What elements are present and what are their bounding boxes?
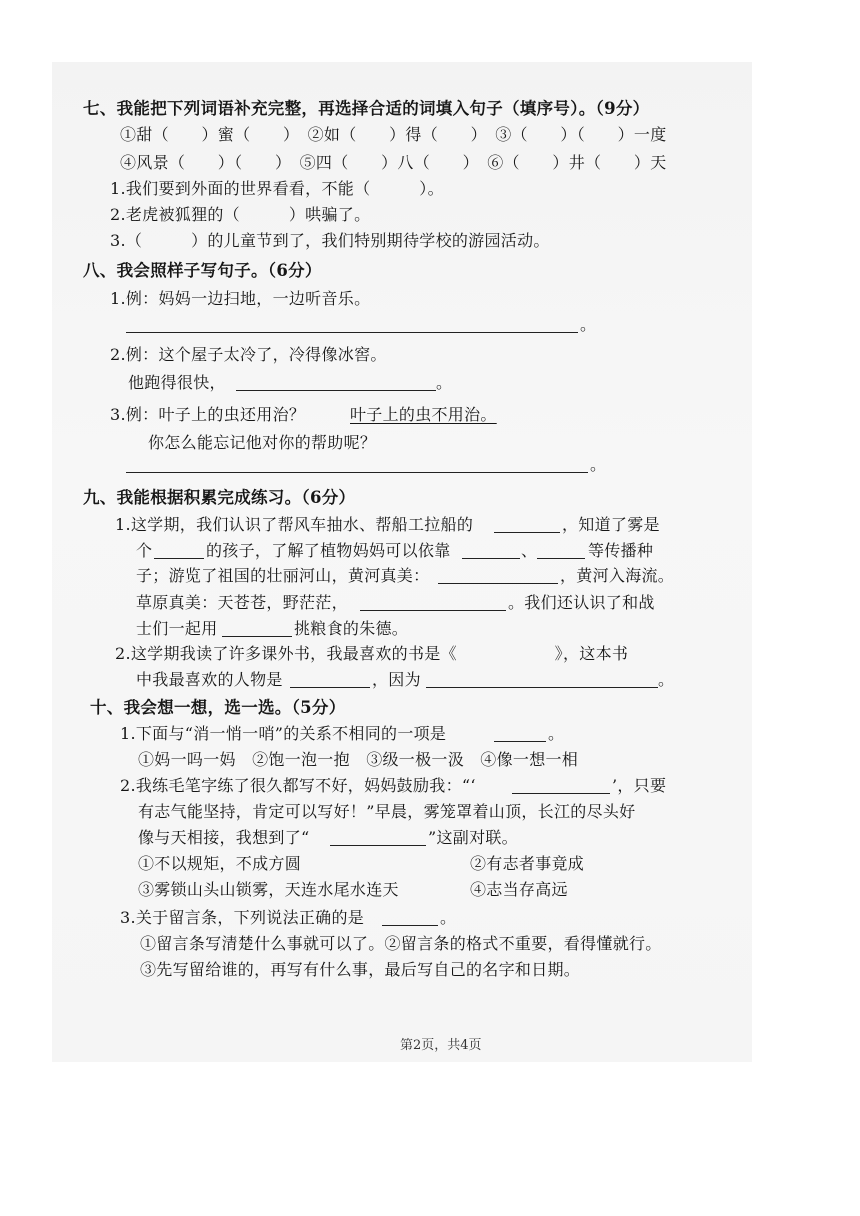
section-7-row-2: ④风景（ ）（ ） ⑤四（ ）八（ ） ⑥（ ）井（ ）天 — [120, 153, 667, 172]
section-9-line-2a: 个 — [136, 541, 153, 560]
section-9-line-4b: 。我们还认识了和战 — [508, 593, 655, 612]
section-10-question-2c: 有志气能坚持，肯定可以写好！”早晨，雾笼罩着山顶，长江的尽头好 — [138, 802, 636, 821]
section-10-question-3: 3.关于留言条，下列说法正确的是 — [120, 908, 365, 927]
section-10-question-3-option-b: ③先写留给谁的，再写有什么事，最后写自己的名字和日期。 — [140, 960, 581, 979]
fill-blank[interactable] — [426, 687, 658, 688]
section-9-line-3b: ，黄河入海流。 — [560, 566, 675, 585]
option-2: ②有志者事竟成 — [470, 854, 585, 873]
section-10-heading: 十、我会想一想，选一选。（5分） — [90, 698, 346, 717]
section-9-heading: 九、我能根据积累完成练习。（6分） — [83, 488, 356, 507]
period: 。 — [436, 373, 453, 392]
period: 。 — [580, 315, 597, 334]
section-9-line-6: 2.这学期我读了许多课外书，我最喜欢的书是《 》，这本书 — [115, 644, 629, 663]
section-7-question-1: 1.我们要到外面的世界看看，不能（ ）。 — [110, 179, 444, 198]
fill-blank[interactable] — [438, 583, 558, 584]
section-9-line-2d: 等传播种 — [588, 541, 654, 560]
answer-line-8-3[interactable] — [126, 472, 588, 473]
section-9-line-7b: ，因为 — [372, 670, 421, 689]
section-10-question-3-option-a: ①留言条写清楚什么事就可以了。②留言条的格式不重要，看得懂就行。 — [140, 934, 662, 953]
page-number: 第2页，共4页 — [400, 1038, 482, 1053]
section-7-question-2: 2.老虎被狐狸的（ ）哄骗了。 — [110, 205, 371, 224]
fill-blank[interactable] — [494, 741, 546, 742]
option-3: ③雾锁山头山锁雾，天连水尾水连天 — [138, 880, 399, 899]
fill-blank[interactable] — [222, 636, 292, 637]
section-9-line-5b: 挑粮食的朱德。 — [294, 619, 409, 638]
section-10-question-2d: 像与天相接，我想到了“ — [138, 828, 310, 847]
fill-blank[interactable] — [462, 558, 520, 559]
answer-line-8-1[interactable] — [126, 332, 578, 333]
fill-blank[interactable] — [512, 793, 610, 794]
section-8-prompt-2: 他跑得很快， — [128, 373, 226, 392]
section-7-row-1: ①甜（ ）蜜（ ） ②如（ ）得（ ） ③（ ）（ ）一度 — [120, 125, 667, 144]
section-8-heading: 八、我会照样子写句子。（6分） — [83, 261, 322, 280]
section-8-example-1: 1.例：妈妈一边扫地，一边听音乐。 — [110, 289, 371, 308]
section-7-heading: 七、我能把下列词语补充完整，再选择合适的词填入句子（填序号）。（9分） — [83, 99, 650, 118]
section-10-question-2a: 2.我练毛笔字练了很久都写不好，妈妈鼓励我：“‘ — [120, 776, 476, 795]
fill-blank[interactable] — [382, 925, 438, 926]
fill-blank[interactable] — [494, 532, 560, 533]
section-9-line-1b: ，知道了雾是 — [562, 515, 660, 534]
section-8-prompt-3: 你怎么能忘记他对你的帮助呢？ — [148, 433, 377, 452]
option-1: ①不以规矩，不成方圆 — [138, 854, 302, 873]
section-9-line-7c: 。 — [658, 670, 675, 689]
section-10-question-1: 1.下面与“消一悄一哨”的关系不相同的一项是 — [120, 724, 447, 743]
section-10-question-2b: ’，只要 — [612, 776, 667, 795]
fill-blank[interactable] — [537, 558, 585, 559]
section-10-question-1-end: 。 — [548, 724, 565, 743]
section-8-example-2: 2.例：这个屋子太冷了，冷得像冰窖。 — [110, 345, 387, 364]
fill-blank[interactable] — [154, 558, 204, 559]
section-8-example-3: 3.例：叶子上的虫还用治？ — [110, 405, 306, 424]
fill-blank[interactable] — [290, 687, 370, 688]
section-9-line-5a: 士们一起用 — [136, 619, 218, 638]
section-10-question-1-options: ①妈一吗一妈 ②饱一泡一抱 ③级一极一汲 ④像一想一相 — [138, 750, 579, 769]
section-9-line-2c: 、 — [521, 541, 538, 560]
period: 。 — [590, 455, 607, 474]
section-9-line-2b: 的孩子，了解了植物妈妈可以依靠 — [206, 541, 451, 560]
option-4: ④志当存高远 — [470, 880, 568, 899]
section-9-line-4a: 草原真美：天苍苍，野茫茫， — [136, 593, 348, 612]
section-9-line-3a: 子；游览了祖国的壮丽河山，黄河真美： — [136, 566, 430, 585]
section-7-question-3: 3.（ ）的儿童节到了，我们特别期待学校的游园活动。 — [110, 231, 550, 250]
section-9-line-1a: 1.这学期，我们认识了帮风车抽水、帮船工拉船的 — [115, 515, 474, 534]
section-8-example-3-answer: 叶子上的虫不用治。 — [350, 405, 497, 424]
section-9-line-7a: 中我最喜欢的人物是 — [136, 670, 283, 689]
fill-blank[interactable] — [360, 610, 506, 611]
answer-line-8-2[interactable] — [236, 390, 436, 391]
section-10-question-2e: ”这副对联。 — [428, 828, 518, 847]
fill-blank[interactable] — [330, 845, 426, 846]
section-10-question-3-end: 。 — [440, 908, 457, 927]
